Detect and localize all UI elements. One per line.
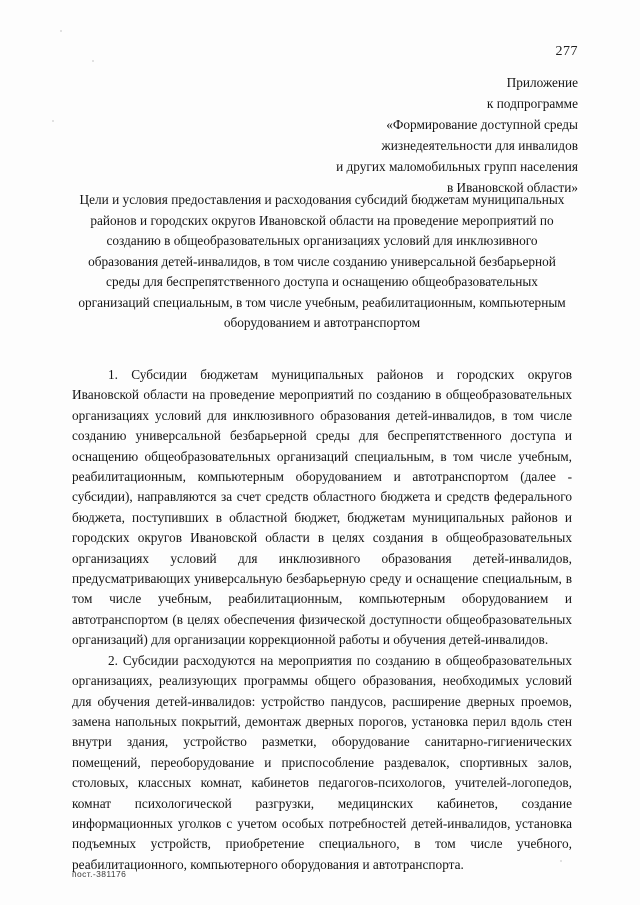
- body-paragraph: 1. Субсидии бюджетам муниципальных районов и городских округов Ивановской области на проведение мероприятий по созданию в общеобразовательных организациях условий для инклюзивного образования детей-инвалидов, в том числе созданию универсальной безбарьерной среды для беспрепятственного доступа и оснащению общеобразовательных организаций специальным, в том числе учебным, реабилитационным, компьютерным оборудованием и автотранспортом (далее - субсидии), направляются за счет средств областного бюджета и средств федерального бюджета, поступивших в областной бюджет, бюджетам муниципальных районов и городских округов Ивановской области в целях создания в общеобразовательных организациях условий для инклюзивного образования детей-инвалидов, предусматривающих универсальную безбарьерную среду и оснащение специальным, в том числе учебным, реабилитационным, компьютерным оборудованием и автотранспортом (в целях обеспечения физической доступности общеобразовательных организаций) для организации коррекционной работы и обучения детей-инвалидов.: [72, 367, 572, 648]
- footer-code: пост.-381176: [72, 869, 127, 879]
- appendix-heading-line: и других маломобильных групп населения: [336, 159, 578, 174]
- appendix-heading-line: в Ивановской области»: [446, 180, 578, 195]
- scan-speck: [52, 120, 54, 122]
- scan-speck: [92, 60, 94, 62]
- appendix-heading-line: Приложение: [506, 75, 578, 90]
- appendix-heading-line: «Формирование доступной среды: [386, 117, 578, 132]
- body-paragraph: 2. Субсидии расходуются на мероприятия по созданию в общеобразовательных организациях, реализующих программы общего образования, необходимых условий для обучения детей-инвалидов: устройство пандусов, расширение дверных проемов, замена напольных покрытий, демонтаж дверных порогов, установка перил вдоль стен внутри здания, устройство разметки, оборудование санитарно-гигиенических помещений, переоборудование и приспособление раздевалок, спортивных залов, столовых, классных комнат, кабинетов педагогов-психологов, учителей-логопедов, комнат психологической разгрузки, медицинских кабинетов, создание информационных уголков с учетом особых потребностей детей-инвалидов, установка подъемных устройств, приобретение специального, в том числе учебного, реабилитационного, компьютерного оборудования и автотранспорта.: [72, 652, 572, 872]
- appendix-heading-line: к подпрограмме: [486, 96, 578, 111]
- page-number: 277: [555, 44, 578, 59]
- appendix-heading-line: жизнедеятельности для инвалидов: [381, 138, 578, 153]
- scan-speck: [60, 30, 62, 32]
- appendix-heading: [248, 72, 578, 198]
- document-title: Цели и условия предоставления и расходования субсидий бюджетам муниципальных районов и городских округов Ивановской области на проведение мероприятий по созданию в общеобразовательных организациях условий для инклюзивного образования детей-инвалидов, в том числе созданию универсальной безбарьерной среды для беспрепятственного доступа и оснащению общеобразовательных организаций специальным, в том числе учебным, реабилитационным, компьютерным оборудованием и автотранспортом: [78, 192, 566, 330]
- document-body: [72, 365, 572, 875]
